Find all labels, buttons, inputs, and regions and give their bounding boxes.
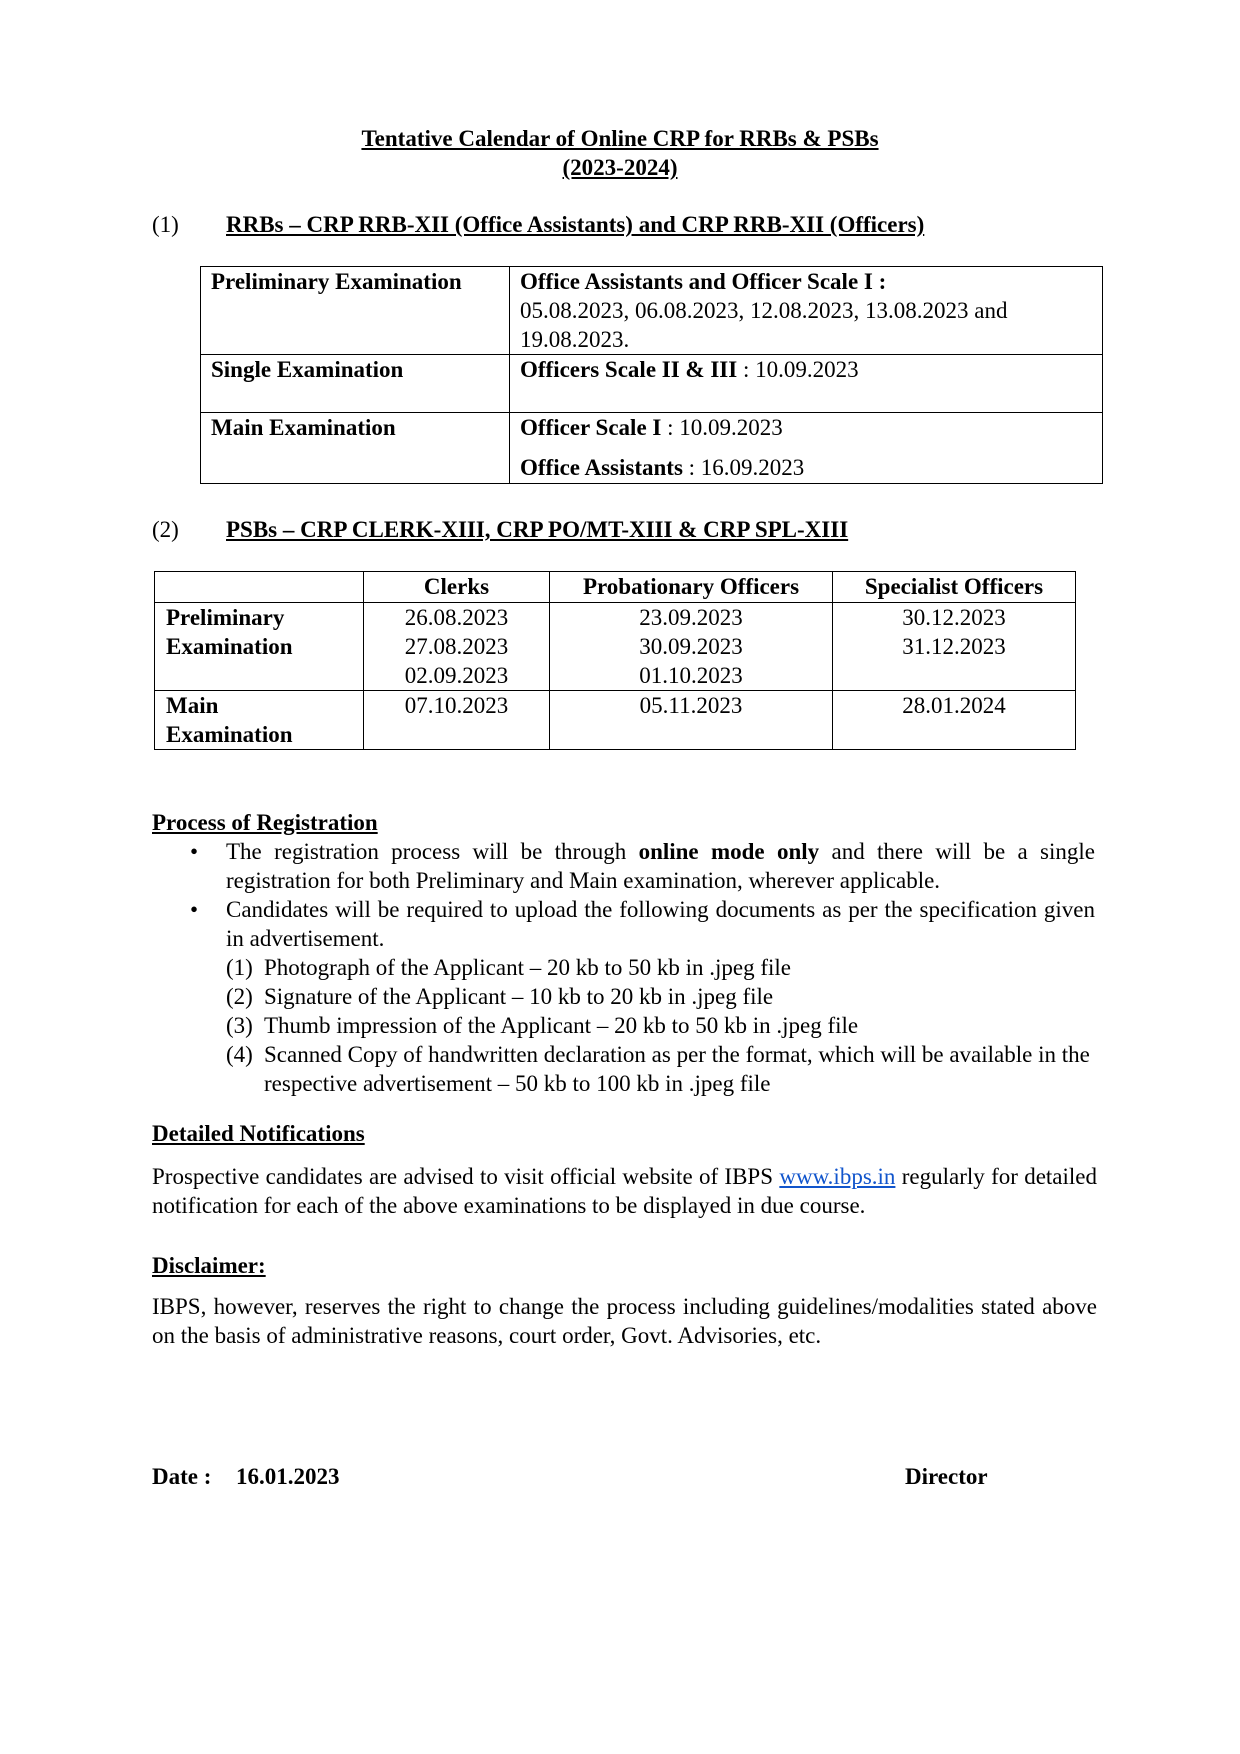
notifications-heading: Detailed Notifications (152, 1121, 365, 1146)
clerks-dates: 26.08.2023 27.08.2023 02.09.2023 (364, 603, 550, 691)
bullet-icon: • (190, 839, 199, 864)
row-label: Main Examination (201, 413, 510, 484)
row-label: Single Examination (201, 355, 510, 413)
signatory: Director (905, 1464, 988, 1489)
documents-list (226, 953, 1096, 1098)
psb-schedule-table (154, 571, 1076, 750)
disclaimer-paragraph: IBPS, however, reserves the right to change the process including guidelines/modalities stated above on the basis of administrative reasons, court order, Govt. Advisories, etc. (152, 1294, 1097, 1348)
rrb-schedule-table (200, 266, 1103, 484)
disclaimer-heading: Disclaimer: (152, 1253, 266, 1278)
row-label: Preliminary Examination (201, 267, 510, 355)
notifications-paragraph: Prospective candidates are advised to visit official website of IBPS www.ibps.in regularly for detailed notification for each of the above examinations to be displayed in due course. (152, 1164, 1097, 1218)
list-item: • Candidates will be required to upload the following documents as per the specification given in advertisement. (190, 897, 1095, 951)
table-row (201, 267, 1103, 355)
list-item: (2) Signature of the Applicant – 10 kb to 20 kb in .jpeg file (226, 984, 774, 1009)
po-dates: 05.11.2023 (550, 691, 833, 750)
list-item: • The registration process will be through online mode only and there will be a single registration for both Preliminary and Main examination, wherever applicable. (190, 839, 1095, 893)
list-item: (3) Thumb impression of the Applicant – 20 kb to 50 kb in .jpeg file (226, 1013, 859, 1038)
table-row (201, 413, 1103, 484)
row-value: Officers Scale II & III : 10.09.2023 (510, 355, 1103, 413)
po-dates: 23.09.2023 30.09.2023 01.10.2023 (550, 603, 833, 691)
table-row (201, 355, 1103, 413)
registration-heading: Process of Registration (152, 810, 378, 835)
so-dates: 30.12.2023 31.12.2023 (833, 603, 1076, 691)
section1-heading: RRBs – CRP RRB-XII (Office Assistants) and CRP RRB-XII (Officers) (226, 212, 925, 237)
section2-number: (2) (152, 517, 179, 542)
row-value: Officer Scale I : 10.09.2023 Office Assistants : 16.09.2023 (510, 413, 1103, 484)
section1-number: (1) (152, 212, 179, 237)
registration-bullets (190, 837, 1095, 953)
row-label: Main Examination (155, 691, 364, 750)
column-header-po: Probationary Officers (550, 572, 833, 603)
section2-heading: PSBs – CRP CLERK-XIII, CRP PO/MT-XIII & CRP SPL-XIII (226, 517, 849, 542)
list-item: (4) Scanned Copy of handwritten declaration as per the format, which will be available in the respective advertisement – 50 kb to 100 kb in .jpeg file (226, 1042, 1090, 1096)
so-dates: 28.01.2024 (833, 691, 1076, 750)
date-value: 16.01.2023 (236, 1464, 340, 1489)
column-header-clerks: Clerks (364, 572, 550, 603)
date-label: Date : (152, 1464, 212, 1489)
column-header-so: Specialist Officers (833, 572, 1076, 603)
table-row (155, 603, 1076, 691)
document-title: Tentative Calendar of Online CRP for RRBs & PSBs (361, 126, 879, 151)
row-value: Office Assistants and Officer Scale I : 05.08.2023, 06.08.2023, 12.08.2023, 13.08.2023 and 19.08.2023. (510, 267, 1103, 355)
table-header-row (155, 572, 1076, 603)
list-item: (1) Photograph of the Applicant – 20 kb to 50 kb in .jpeg file (226, 955, 792, 980)
bullet-icon: • (190, 897, 199, 922)
row-label: Preliminary Examination (155, 603, 364, 691)
column-header-blank (155, 572, 364, 603)
table-row (155, 691, 1076, 750)
ibps-website-link[interactable]: www.ibps.in (779, 1164, 896, 1189)
document-subtitle: (2023-2024) (562, 155, 678, 180)
clerks-dates: 07.10.2023 (364, 691, 550, 750)
